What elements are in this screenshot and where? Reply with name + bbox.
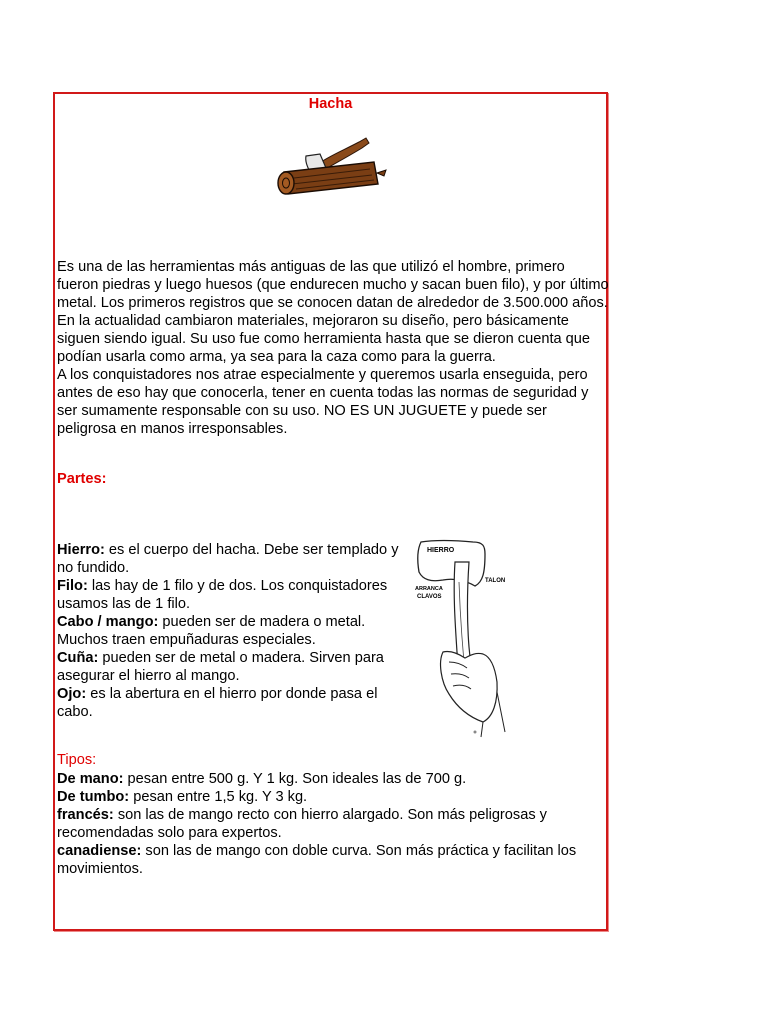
list-item: canadiense: son las de mango con doble curva. Son más práctica y facilitan los movimientos. (57, 843, 577, 877)
parts-list (57, 541, 402, 721)
list-item: De tumbo: pesan entre 1,5 kg. Y 3 kg. (57, 789, 308, 805)
document-frame (53, 92, 608, 931)
list-item: francés: son las de mango recto con hierro alargado. Son más peligrosas y recomendadas solo para expertos. (57, 807, 547, 841)
partes-heading: Partes: (57, 471, 107, 487)
list-item: Hierro: es el cuerpo del hacha. Debe ser templado y no fundido. (57, 542, 399, 576)
axe-in-log-illustration (274, 134, 394, 200)
list-item: Ojo: es la abertura en el hierro por donde pasa el cabo. (57, 686, 378, 720)
axe-parts-diagram (413, 532, 513, 742)
page-title: Hacha (308, 96, 353, 112)
list-item: De mano: pesan entre 500 g. Y 1 kg. Son ideales las de 700 g. (57, 771, 467, 787)
list-item: Filo: las hay de 1 filo y de dos. Los conquistadores usamos las de 1 filo. (57, 578, 388, 612)
intro-text (57, 258, 609, 438)
axe-label-hierro: HIERRO (427, 547, 455, 554)
list-item: Cuña: pueden ser de metal o madera. Sirven para asegurar el hierro al mango. (57, 650, 384, 684)
intro-paragraph-1: Es una de las herramientas más antiguas de las que utilizó el hombre, primero fueron piedras y luego huesos (que endurecen mucho y sacan buen filo), y por último metal. Los primeros registros que se conocen datan de alrededor de 3.500.000 años. En la actualidad cambiaron materiales, mejoraron su diseño, pero básicamente siguen siendo igual. Su uso fue como herramienta hasta que se dieron cuenta que podían usarla como arma, ya sea para la caza como para la guerra. (57, 259, 609, 365)
axe-label-arranca: ARRANCA (415, 586, 443, 592)
intro-paragraph-2: A los conquistadores nos atrae especialmente y queremos usarla enseguida, pero antes de eso hay que conocerla, tener en cuenta todas las normas de seguridad y ser sumamente responsable con su uso. NO ES UN JUGUETE y puede ser peligrosa en manos irresponsables. (57, 367, 589, 437)
list-item: Cabo / mango: pueden ser de madera o metal. Muchos traen empuñaduras especiales. (57, 614, 366, 648)
axe-label-clavos: CLAVOS (417, 594, 442, 600)
tipos-heading: Tipos: (57, 752, 97, 768)
tipos-list (57, 770, 609, 878)
axe-label-talon: TALON (485, 578, 506, 584)
